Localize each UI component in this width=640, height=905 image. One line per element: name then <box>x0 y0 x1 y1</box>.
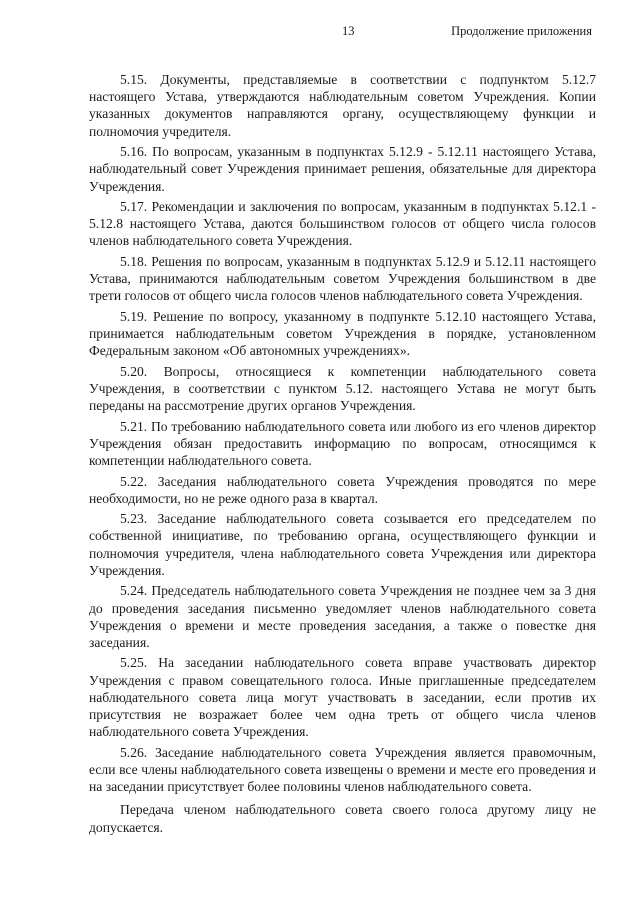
page-number: 13 <box>342 24 355 38</box>
paragraph-5-26: 5.26. Заседание наблюдательного совета Учреждения является правомочным, если все члены наблюдательного совета извещены о времени и месте его проведения и на заседании присутствует более половины членов наблюдательного совета. <box>89 744 596 795</box>
paragraph-5-20: 5.20. Вопросы, относящиеся к компетенции наблюдательного совета Учреждения, в соответствии с пунктом 5.12. настоящего Устава не могут быть переданы на рассмотрение других органов Учреждения. <box>89 363 596 414</box>
paragraph-5-15: 5.15. Документы, представляемые в соответствии с подпунктом 5.12.7 настоящего Устава, утверждаются наблюдательным советом Учреждения. Копии указанных документов направляются органу, осуществляющему функции и полномочия учредителя. <box>89 72 596 139</box>
continuation-label: Продолжение приложения <box>451 24 592 38</box>
paragraph-5-19: 5.19. Решение по вопросу, указанному в подпункте 5.12.10 настоящего Устава, принимается наблюдательным советом Учреждения в порядке, установленном Федеральным законом «Об автономных учреждениях». <box>89 308 596 359</box>
document-body <box>89 71 596 839</box>
page-header <box>0 24 640 44</box>
paragraph-5-21: 5.21. По требованию наблюдательного совета или любого из его членов директор Учреждения обязан предоставить информацию по вопросам, относящимся к компетенции наблюдательного совета. <box>89 418 596 469</box>
paragraph-5-18: 5.18. Решения по вопросам, указанным в подпунктах 5.12.9 и 5.12.11 настоящего Устава, принимаются наблюдательным советом Учреждения большинством в две трети голосов от общего числа голосов членов наблюдательного совета Учреждения. <box>89 253 596 304</box>
closing-paragraph: Передача членом наблюдательного совета своего голоса другому лицу не допускается. <box>89 802 596 835</box>
paragraph-5-17: 5.17. Рекомендации и заключения по вопросам, указанным в подпунктах 5.12.1 - 5.12.8 настоящего Устава, даются большинством голосов от общего числа голосов членов наблюдательного совета Учреждения. <box>89 199 596 249</box>
paragraph-5-24: 5.24. Председатель наблюдательного совета Учреждения не позднее чем за 3 дня до проведения заседания письменно уведомляет членов наблюдательного совета Учреждения о времени и месте проведения заседания, а также о повестке дня заседания. <box>89 583 596 650</box>
paragraph-5-23: 5.23. Заседание наблюдательного совета созывается его председателем по собственной инициативе, по требованию органа, осуществляющего функции и полномочия учредителя, члена наблюдательного совета Учреждения или директора Учреждения. <box>89 511 596 578</box>
paragraph-5-16: 5.16. По вопросам, указанным в подпунктах 5.12.9 - 5.12.11 настоящего Устава, наблюдательный совет Учреждения принимает решения, обязательные для директора Учреждения. <box>89 144 596 194</box>
paragraph-5-25: 5.25. На заседании наблюдательного совета вправе участвовать директор Учреждения с правом совещательного голоса. Иные приглашенные председателем наблюдательного совета лица могут участвовать в заседании, если против их присутствия не возражает более чем одна треть от общего числа членов наблюдательного совета Учреждения. <box>89 655 596 740</box>
paragraph-5-22: 5.22. Заседания наблюдательного совета Учреждения проводятся по мере необходимости, но не реже одного раза в квартал. <box>89 473 596 506</box>
